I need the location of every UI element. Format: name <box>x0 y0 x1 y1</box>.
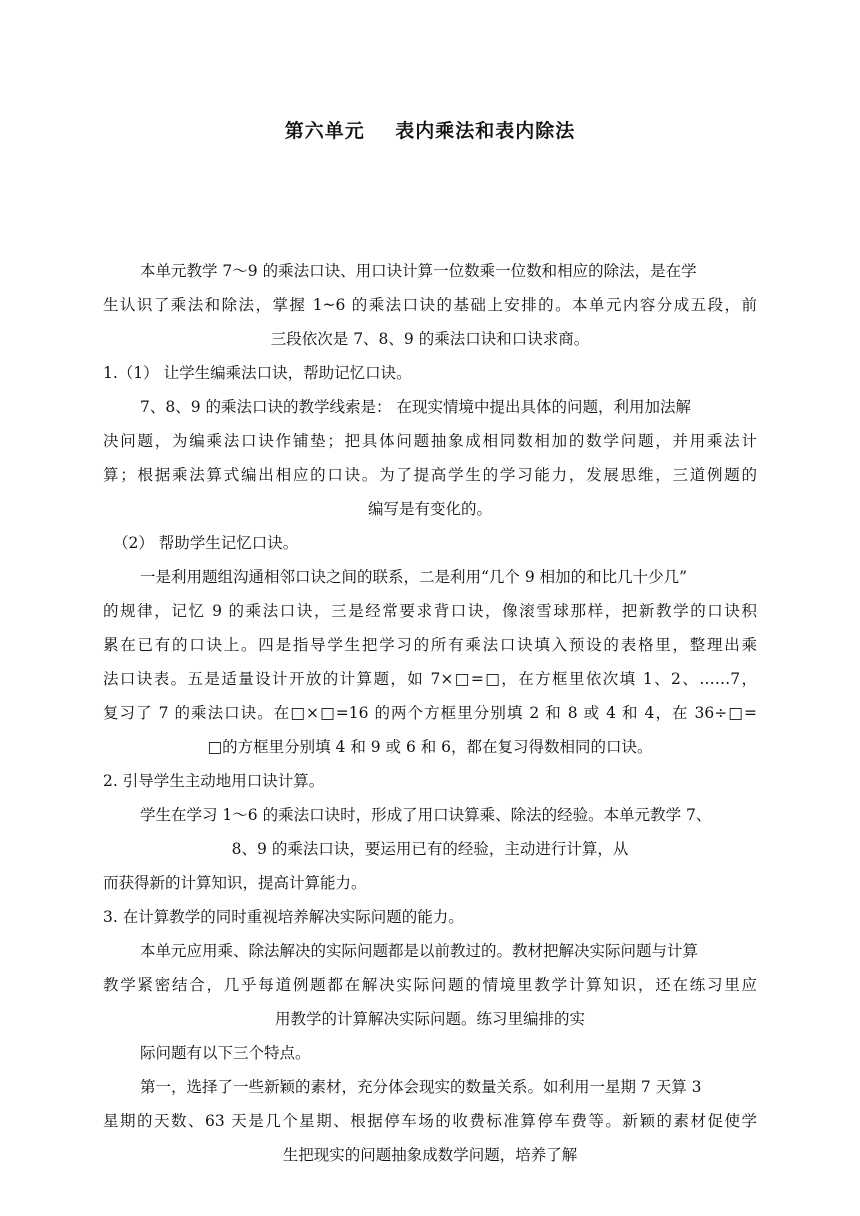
paragraph-line: 教学紧密结合，几乎每道例题都在解决实际问题的情境里教学计算知识，还在练习里应 <box>103 976 757 994</box>
list-heading: 1.（1） 让学生编乘法口诀，帮助记忆口诀。 <box>103 364 412 382</box>
paragraph-line: 本单元教学 7～9 的乘法口诀、用口诀计算一位数乘一位数和相应的除法，是在学 <box>140 262 697 280</box>
paragraph-line: 用教学的计算解决实际问题。练习里编排的实 <box>274 1010 585 1028</box>
paragraph-line: 法口诀表。五是适量设计开放的计算题，如 7×□=□，在方框里依次填 1、2、……7， <box>103 670 757 688</box>
paragraph-line: 7、8、9 的乘法口诀的教学线索是： 在现实情境中提出具体的问题，利用加法解 <box>140 398 691 416</box>
paragraph-line: 的规律，记忆 9 的乘法口诀，三是经常要求背口诀，像滚雪球那样，把新教学的口诀积 <box>103 602 757 620</box>
paragraph-line: 三段依次是 7、8、9 的乘法口诀和口诀求商。 <box>270 330 590 348</box>
paragraph-line: 际问题有以下三个特点。 <box>140 1044 311 1062</box>
paragraph-line: 复习了 7 的乘法口诀。在□×□=16 的两个方框里分别填 2 和 8 或 4 和 4，在 36÷□= <box>103 704 757 722</box>
paragraph-line: 本单元应用乘、除法解决的实际问题都是以前教过的。教材把解决实际问题与计算 <box>140 942 699 960</box>
paragraph-line: 星期的天数、63 天是几个星期、根据停车场的收费标准算停车费等。新颖的素材促使学 <box>103 1112 757 1130</box>
paragraph-line: 第一，选择了一些新颖的素材，充分体会现实的数量关系。如利用一星期 7 天算 3 <box>140 1078 702 1096</box>
paragraph-line: 生把现实的问题抽象成数学问题，培养了解 <box>282 1146 578 1164</box>
paragraph-line: 学生在学习 1～6 的乘法口诀时，形成了用口诀算乘、除法的经验。本单元教学 7、 <box>140 806 712 824</box>
list-heading: 3. 在计算教学的同时重视培养解决实际问题的能力。 <box>103 908 464 926</box>
paragraph-line: □的方框里分别填 4 和 9 或 6 和 6，都在复习得数相同的口诀。 <box>207 738 653 756</box>
paragraph-line: 8、9 的乘法口诀，要运用已有的经验，主动进行计算，从 <box>231 840 629 858</box>
paragraph-line: 生认识了乘法和除法，掌握 1~6 的乘法口诀的基础上安排的。本单元内容分成五段，前 <box>103 296 757 314</box>
list-heading: （2） 帮助学生记忆口诀。 <box>113 534 299 552</box>
paragraph-line: 算；根据乘法算式编出相应的口诀。为了提高学生的学习能力，发展思维，三道例题的 <box>103 466 757 484</box>
paragraph-line: 累在已有的口诀上。四是指导学生把学习的所有乘法口诀填入预设的表格里，整理出乘 <box>103 636 757 654</box>
paragraph-line: 编写是有变化的。 <box>367 500 492 518</box>
paragraph-line: 决问题，为编乘法口诀作铺垫；把具体问题抽象成相同数相加的数学问题，并用乘法计 <box>103 432 757 450</box>
paragraph-line: 一是利用题组沟通相邻口诀之间的联系，二是利用“几个 9 相加的和比几十少几” <box>140 568 688 586</box>
paragraph-line: 而获得新的计算知识，提高计算能力。 <box>103 874 367 892</box>
document-title: 第六单元 表内乘法和表内除法 <box>284 120 576 142</box>
list-heading: 2. 引导学生主动地用口诀计算。 <box>103 772 325 790</box>
